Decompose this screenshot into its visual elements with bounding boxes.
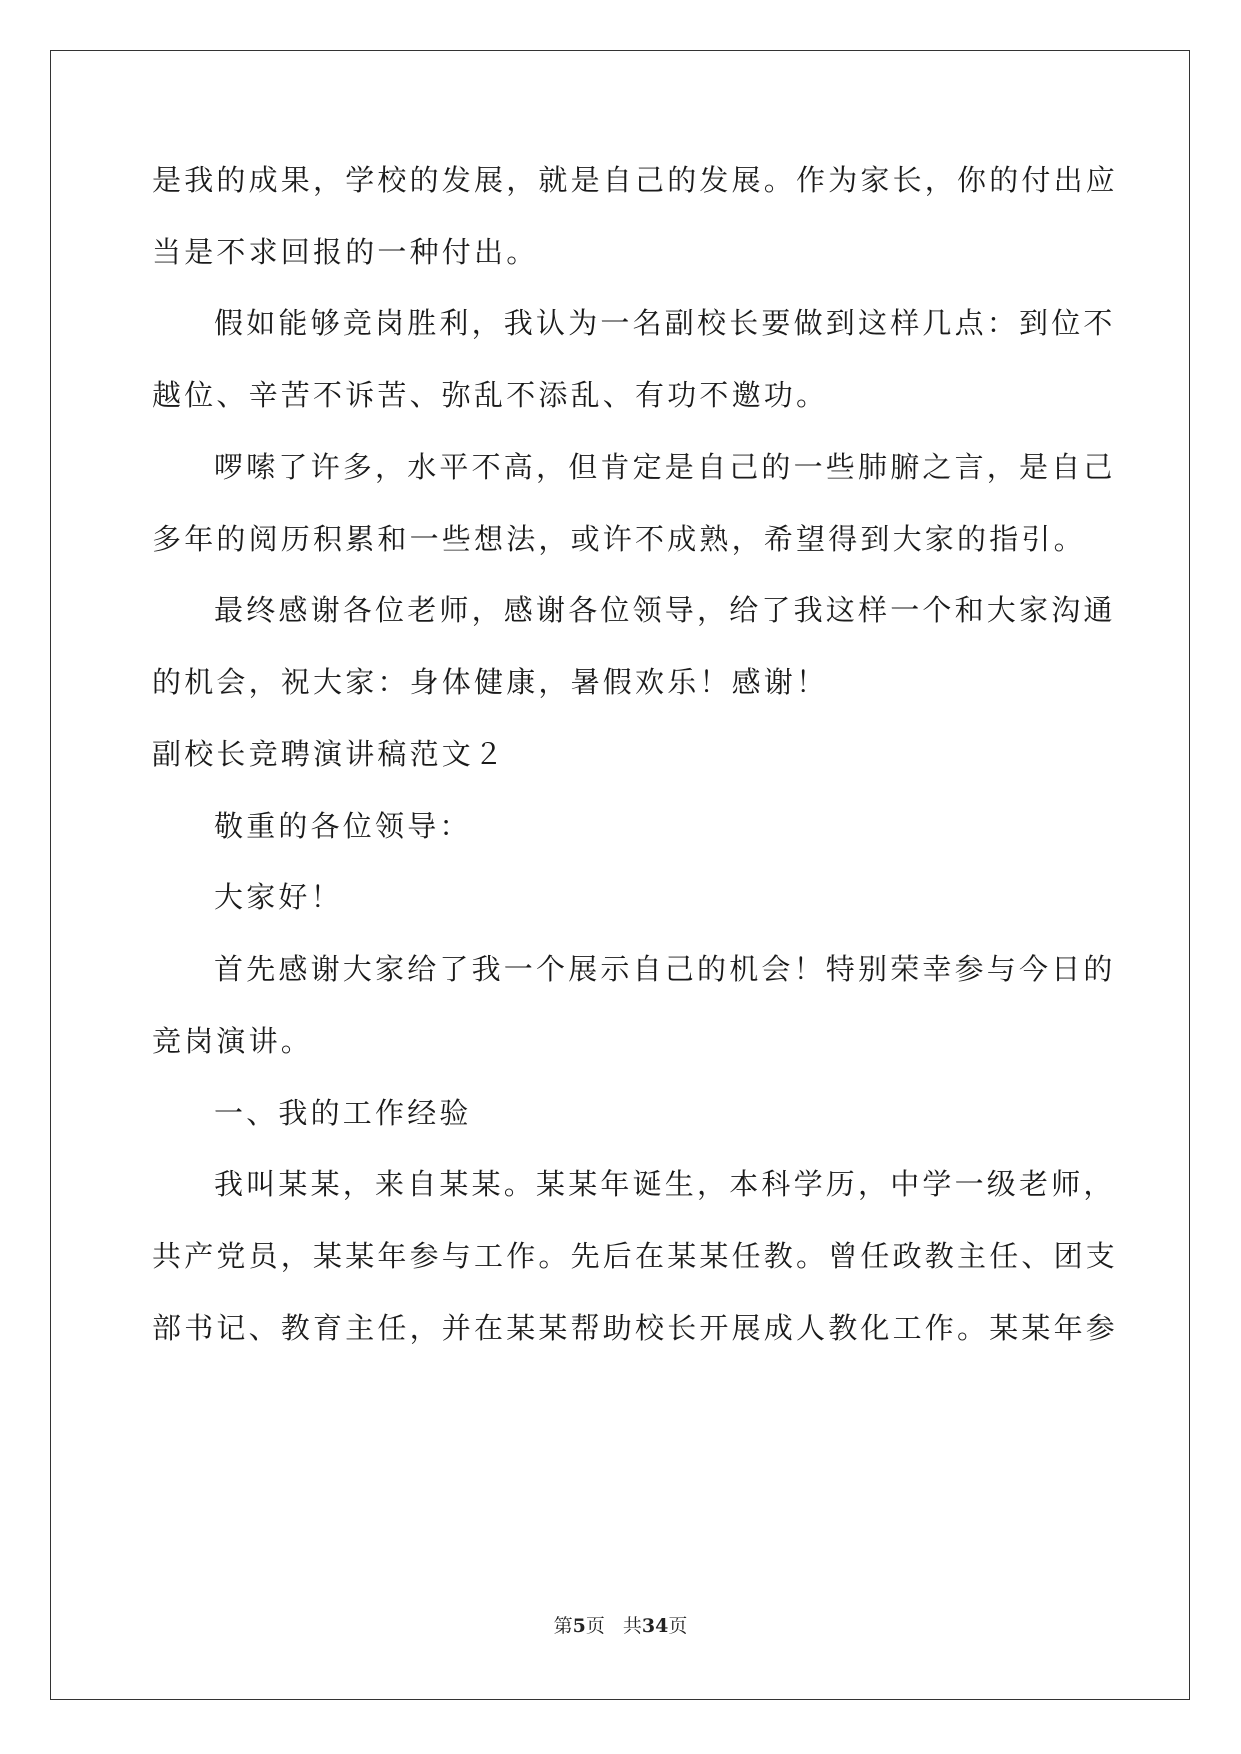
paragraph-line: 最终感谢各位老师，感谢各位领导，给了我这样一个和大家沟通 bbox=[214, 593, 1116, 627]
page-total: 34 bbox=[641, 1615, 669, 1637]
page-suffix: 页 bbox=[585, 1615, 605, 1637]
paragraph-line: 啰嗦了许多，水平不高，但肯定是自己的一些肺腑之言，是自己 bbox=[214, 450, 1116, 484]
paragraph-line: 我叫某某，来自某某。某某年诞生，本科学历，中学一级老师， bbox=[214, 1167, 1116, 1201]
paragraph-line: 共产党员，某某年参与工作。先后在某某任教。曾任政教主任、团支 bbox=[152, 1239, 1119, 1273]
paragraph-line: 的机会，祝大家：身体健康，暑假欢乐！感谢！ bbox=[152, 665, 829, 699]
page-footer bbox=[0, 1614, 1241, 1638]
paragraph-line: 假如能够竞岗胜利，我认为一名副校长要做到这样几点：到位不 bbox=[214, 306, 1116, 340]
paragraph-line: 部书记、教育主任，并在某某帮助校长开展成人教化工作。某某年参 bbox=[152, 1311, 1119, 1345]
total-suffix: 页 bbox=[668, 1615, 688, 1637]
paragraph-line: 竞岗演讲。 bbox=[152, 1024, 314, 1058]
section-heading: 副校长竞聘演讲稿范文２ bbox=[152, 737, 507, 771]
paragraph-line: 当是不求回报的一种付出。 bbox=[152, 235, 539, 269]
paragraph-line: 多年的阅历积累和一些想法，或许不成熟，希望得到大家的指引。 bbox=[152, 522, 1086, 556]
total-prefix: 共 bbox=[622, 1615, 642, 1637]
page-border bbox=[50, 50, 1190, 1700]
paragraph-line: 首先感谢大家给了我一个展示自己的机会！特别荣幸参与今日的 bbox=[214, 952, 1116, 986]
salutation: 敬重的各位领导： bbox=[214, 809, 472, 843]
subsection-heading: 一、我的工作经验 bbox=[214, 1096, 472, 1130]
greeting: 大家好！ bbox=[214, 880, 343, 914]
page-prefix: 第 bbox=[553, 1615, 573, 1637]
paragraph-line: 越位、辛苦不诉苦、弥乱不添乱、有功不邀功。 bbox=[152, 378, 829, 412]
page-current: 5 bbox=[572, 1615, 586, 1637]
paragraph-line: 是我的成果，学校的发展，就是自己的发展。作为家长，你的付出应 bbox=[152, 163, 1119, 197]
